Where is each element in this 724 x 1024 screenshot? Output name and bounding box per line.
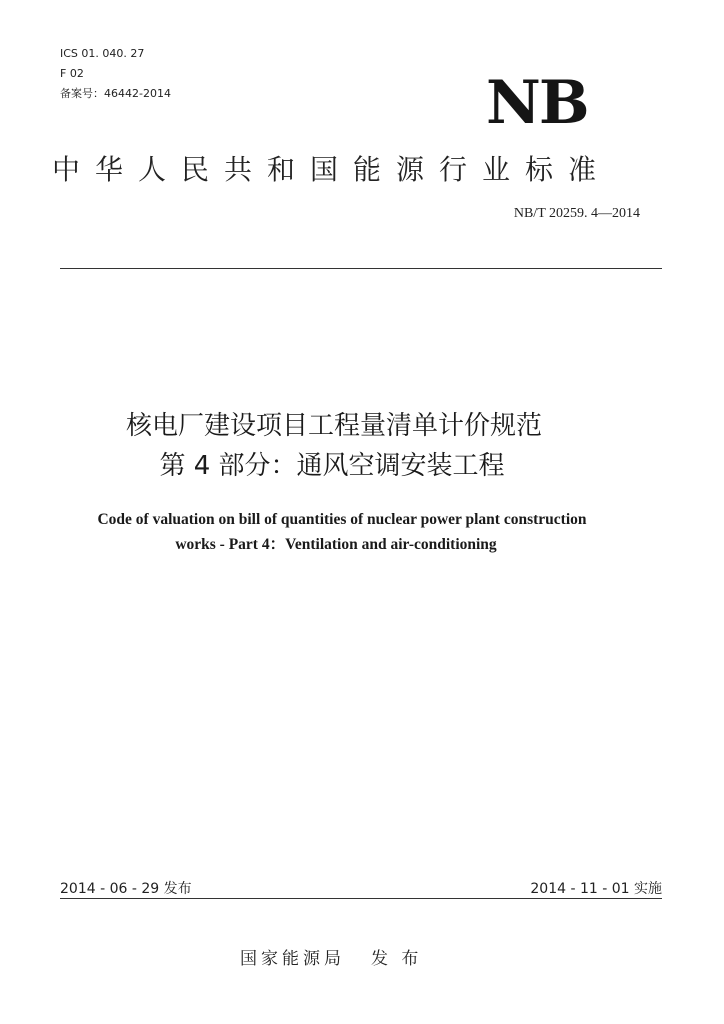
standard-number: NB/T 20259. 4—2014 [513, 206, 640, 221]
title-cn-line1: 核电厂建设项目工程量清单计价规范 [125, 411, 542, 441]
publish-action: 发 布 [371, 949, 423, 969]
nb-logo: NB [486, 68, 588, 138]
implementation-date: 2014 - 11 - 01 实施 [530, 881, 662, 897]
issuing-organization: 中华人民共和国能源行业标准 [52, 153, 612, 186]
publisher-name: 国家能源局 [240, 949, 345, 969]
class-code: F 02 [60, 67, 84, 80]
issue-date: 2014 - 06 - 29 发布 [60, 881, 192, 897]
publisher-line [240, 944, 422, 969]
title-en-line2: works - Part 4：Ventilation and air-conditioning [175, 536, 497, 553]
title-en-line1: Code of valuation on bill of quantities of nuclear power plant construction [97, 511, 587, 528]
classification-block [60, 44, 171, 104]
header-divider [60, 268, 662, 269]
ics-code: ICS 01. 040. 27 [60, 47, 145, 60]
record-number: 备案号：46442-2014 [60, 87, 171, 100]
title-cn-line2: 第 4 部分：通风空调安装工程 [159, 451, 505, 481]
footer-divider [60, 898, 662, 899]
